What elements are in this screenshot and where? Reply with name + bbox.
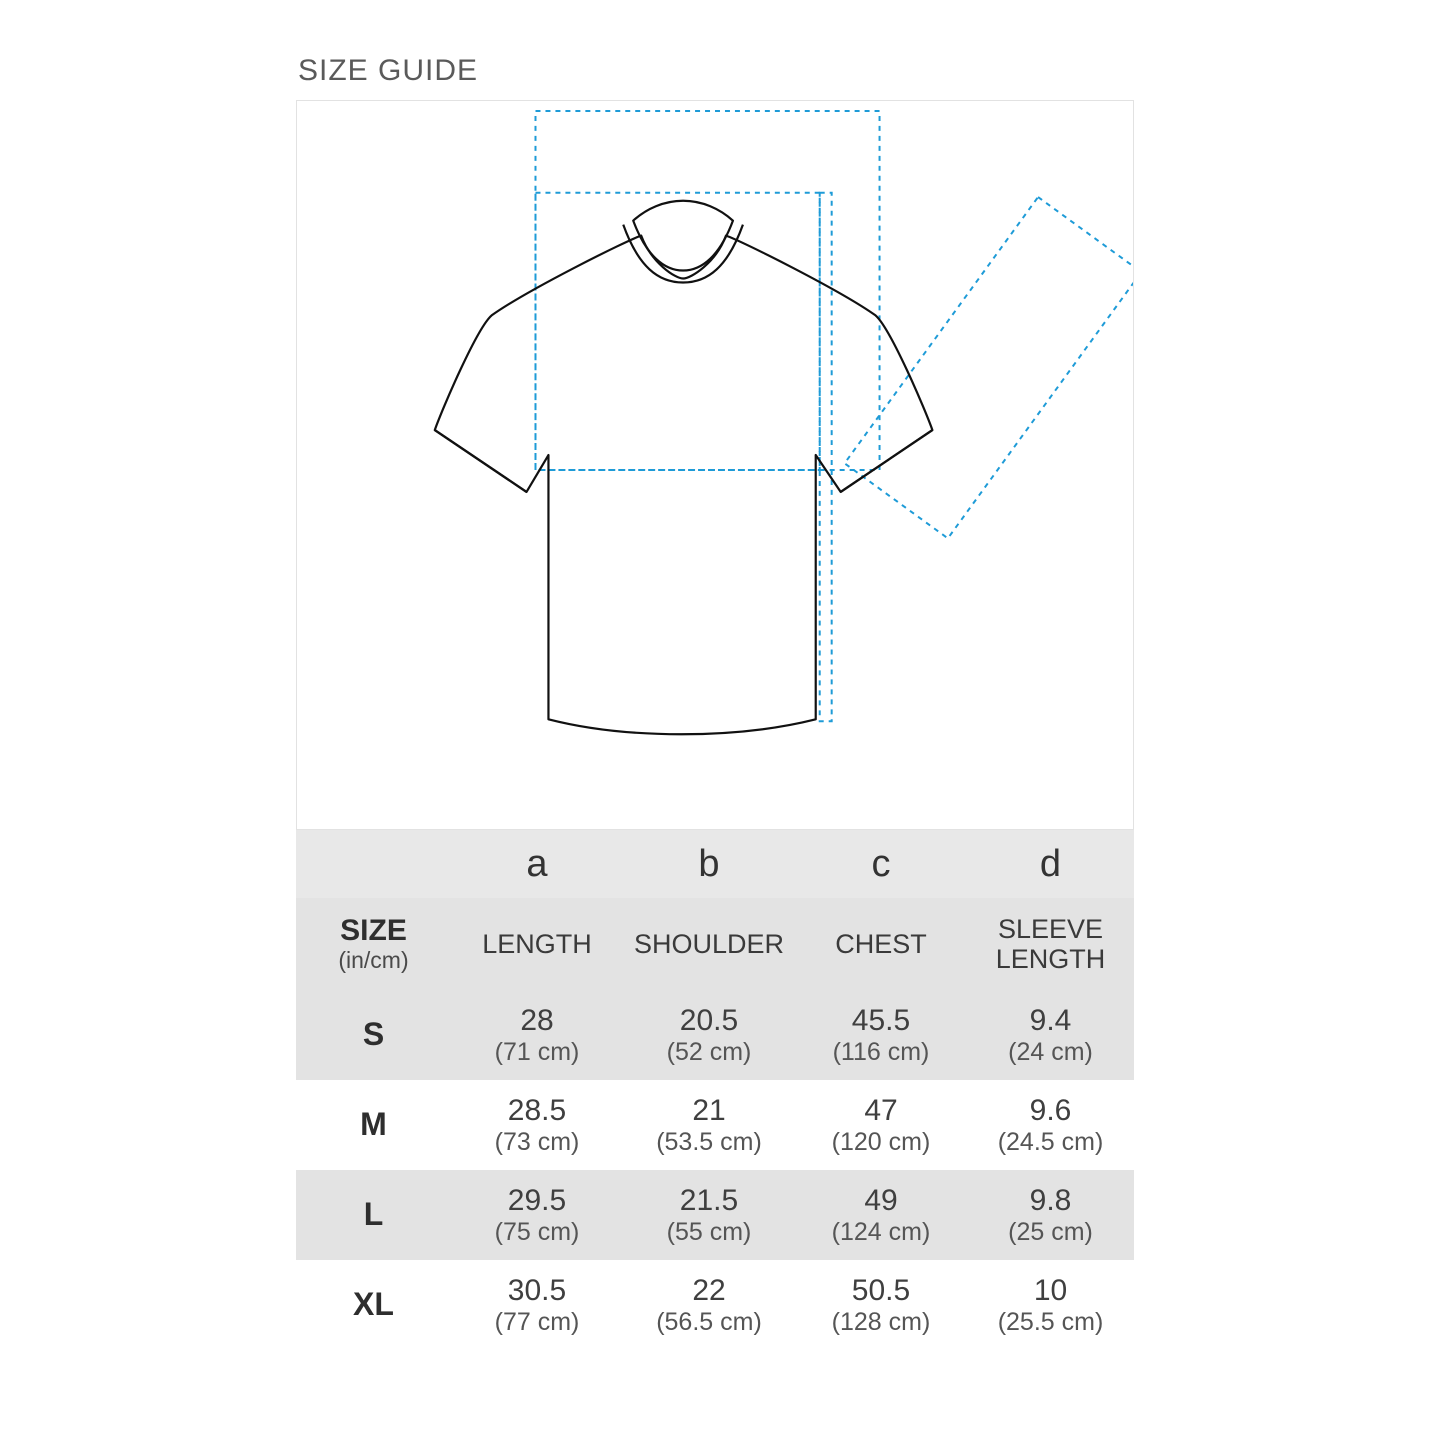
cell-sleeve-in: 10 xyxy=(1033,1273,1068,1307)
cell-chest-cm: (124 cm) xyxy=(831,1217,931,1246)
cell-chest-cm: (116 cm) xyxy=(832,1037,930,1066)
cell-chest-cm: (128 cm) xyxy=(831,1307,931,1336)
cell-shoulder-in: 20.5 xyxy=(679,1003,739,1037)
table-row xyxy=(296,990,1134,1080)
cell-sleeve-cm: (25 cm) xyxy=(1008,1217,1093,1246)
cell-sleeve-in: 9.4 xyxy=(1029,1003,1072,1037)
header-shoulder: SHOULDER xyxy=(623,898,795,990)
cell-shoulder-in: 21.5 xyxy=(679,1183,739,1217)
size-table xyxy=(296,830,1134,1350)
row-size-label: S xyxy=(296,990,451,1080)
cell-length-in: 30.5 xyxy=(507,1273,567,1307)
cell-shoulder-cm: (53.5 cm) xyxy=(656,1127,762,1156)
page-title: SIZE GUIDE xyxy=(298,54,479,87)
cell-length-cm: (75 cm) xyxy=(494,1217,580,1246)
cell-shoulder xyxy=(623,1170,795,1260)
cell-shoulder xyxy=(623,990,795,1080)
tshirt-outline xyxy=(435,201,933,735)
cell-sleeve xyxy=(967,1260,1134,1350)
cell-shoulder-cm: (52 cm) xyxy=(666,1037,752,1066)
cell-sleeve-cm: (25.5 cm) xyxy=(997,1307,1104,1336)
cell-chest xyxy=(795,1170,967,1260)
cell-shoulder-cm: (56.5 cm) xyxy=(656,1307,762,1336)
cell-length-in: 28 xyxy=(520,1003,554,1037)
cell-length-cm: (73 cm) xyxy=(494,1127,580,1156)
cell-length xyxy=(451,1170,623,1260)
header-chest: CHEST xyxy=(795,898,967,990)
header-size xyxy=(296,898,451,990)
letter-cell-c: c xyxy=(795,830,967,898)
cell-chest-in: 50.5 xyxy=(851,1273,911,1307)
cell-shoulder-in: 22 xyxy=(692,1273,726,1307)
cell-shoulder-in: 21 xyxy=(692,1093,726,1127)
cell-length xyxy=(451,990,623,1080)
letter-row xyxy=(296,830,1134,898)
letter-cell-blank xyxy=(296,830,451,898)
row-size-label: L xyxy=(296,1170,451,1260)
header-length: LENGTH xyxy=(451,898,623,990)
cell-sleeve xyxy=(967,990,1134,1080)
cell-shoulder xyxy=(623,1260,795,1350)
header-sleeve-length: SLEEVE LENGTH xyxy=(967,898,1134,990)
cell-length xyxy=(451,1260,623,1350)
letter-cell-a: a xyxy=(451,830,623,898)
cell-sleeve-cm: (24 cm) xyxy=(1008,1037,1093,1066)
cell-length-cm: (71 cm) xyxy=(494,1037,580,1066)
cell-chest-in: 49 xyxy=(864,1183,898,1217)
cell-sleeve-cm: (24.5 cm) xyxy=(997,1127,1104,1156)
cell-sleeve-in: 9.6 xyxy=(1029,1093,1072,1127)
size-guide-panel xyxy=(296,54,1136,1350)
row-size-label: M xyxy=(296,1080,451,1170)
cell-chest-cm: (120 cm) xyxy=(831,1127,931,1156)
cell-length xyxy=(451,1080,623,1170)
cell-chest-in: 47 xyxy=(864,1093,898,1127)
measurement-guides xyxy=(535,111,1133,721)
tshirt-illustration xyxy=(296,100,1134,830)
letter-cell-d: d xyxy=(967,830,1134,898)
cell-length-in: 28.5 xyxy=(507,1093,567,1127)
table-row xyxy=(296,1170,1134,1260)
cell-chest xyxy=(795,1260,967,1350)
cell-length-in: 29.5 xyxy=(507,1183,567,1217)
cell-chest xyxy=(795,1080,967,1170)
cell-chest xyxy=(795,990,967,1080)
cell-sleeve-in: 9.8 xyxy=(1029,1183,1072,1217)
cell-chest-in: 45.5 xyxy=(851,1003,911,1037)
tshirt-technical-drawing-svg xyxy=(297,101,1133,829)
letter-cell-b: b xyxy=(623,830,795,898)
cell-shoulder xyxy=(623,1080,795,1170)
cell-shoulder-cm: (55 cm) xyxy=(666,1217,752,1246)
table-row xyxy=(296,1080,1134,1170)
cell-sleeve xyxy=(967,1170,1134,1260)
header-size-text: SIZE xyxy=(340,914,407,948)
header-size-unit: (in/cm) xyxy=(338,946,409,973)
row-size-label: XL xyxy=(296,1260,451,1350)
table-header-row xyxy=(296,898,1134,990)
cell-sleeve xyxy=(967,1080,1134,1170)
cell-length-cm: (77 cm) xyxy=(494,1307,580,1336)
table-row xyxy=(296,1260,1134,1350)
